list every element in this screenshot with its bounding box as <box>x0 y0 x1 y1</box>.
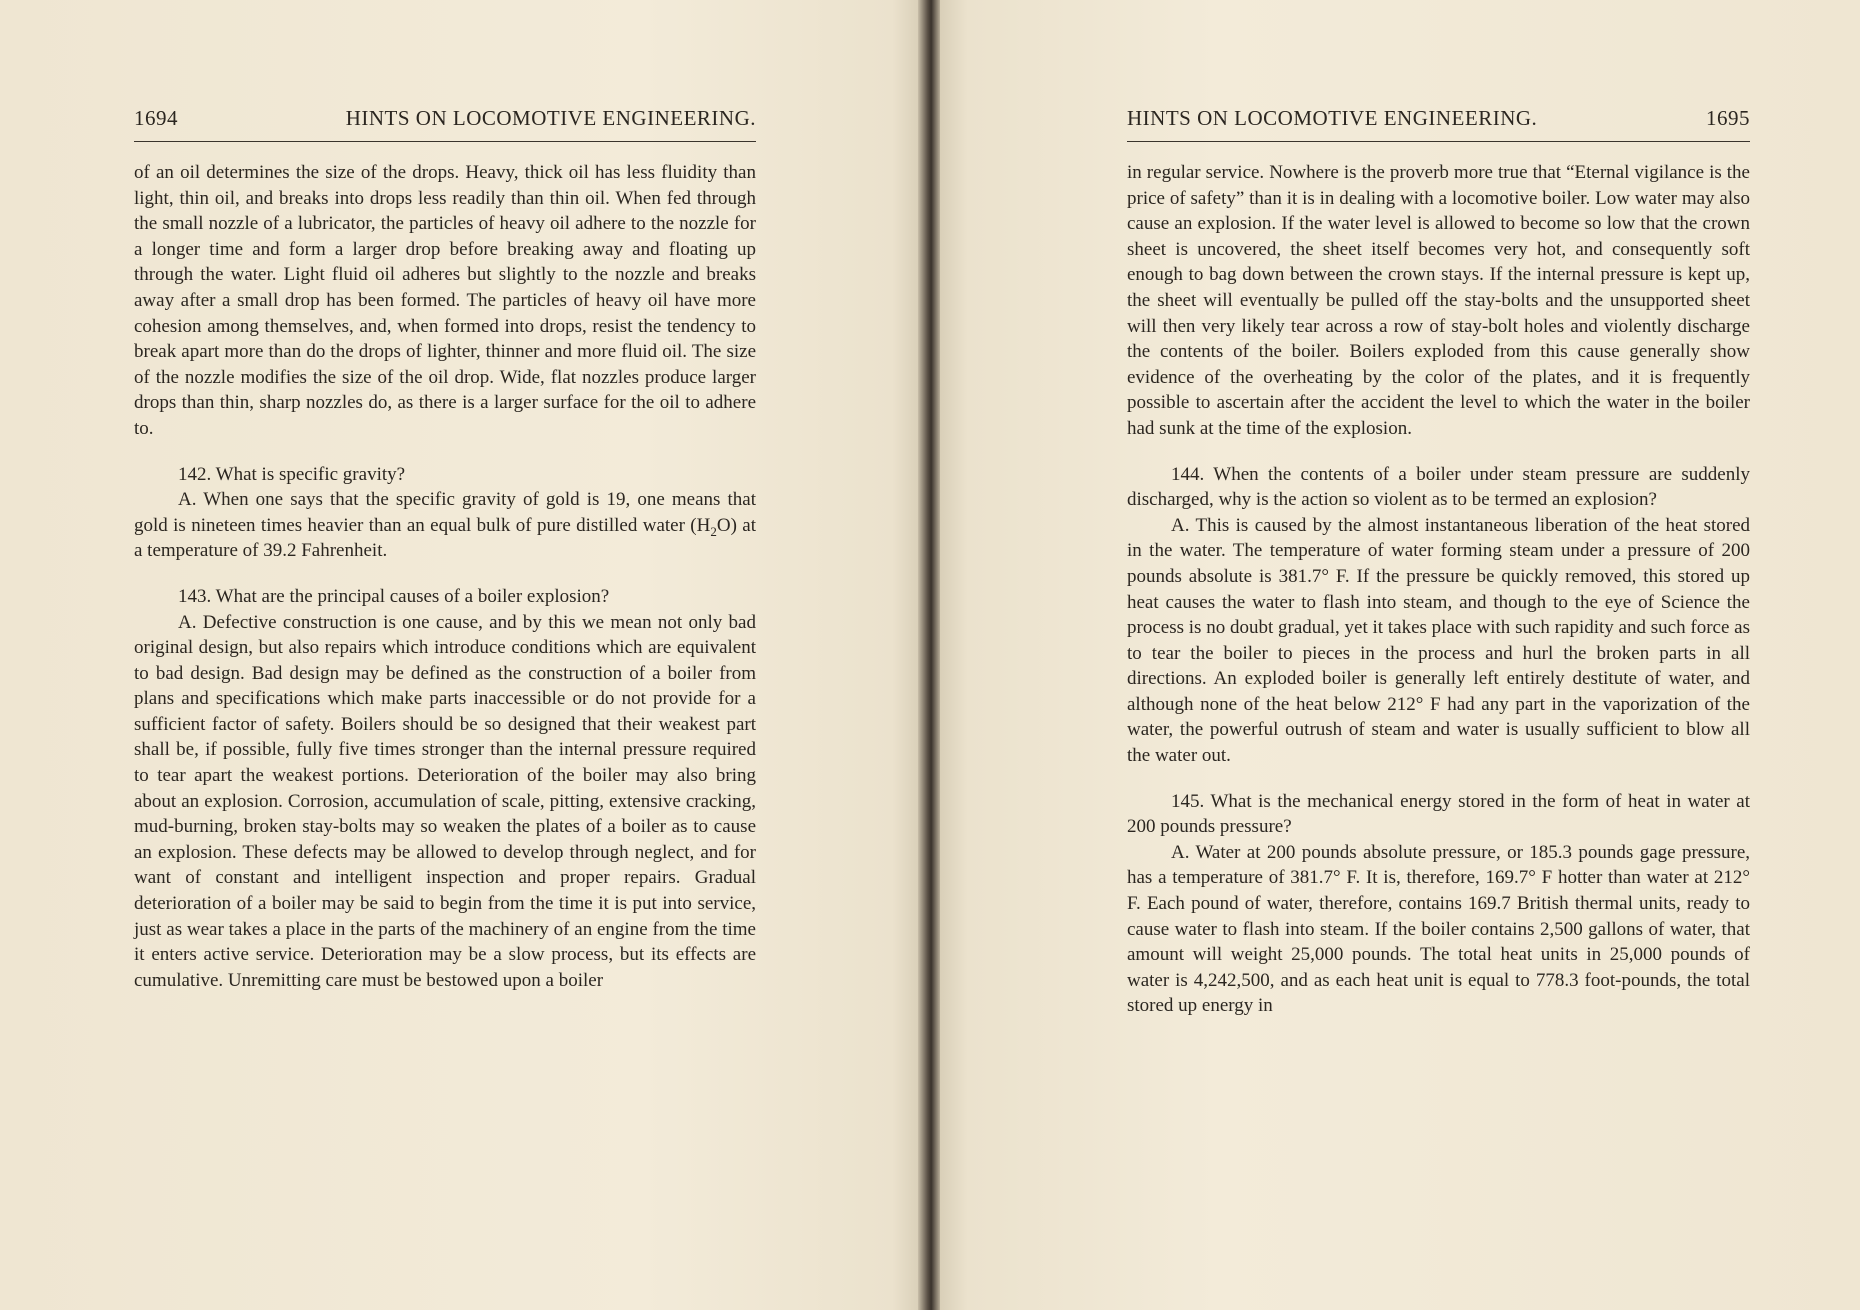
right-header-rule <box>1127 141 1750 142</box>
answer-142-subscript: 2 <box>710 523 717 539</box>
right-page-number: 1695 <box>1706 106 1750 130</box>
question-145: 145. What is the mechanical energy stored in the form of heat in water at 200 pounds pressure? <box>1127 790 1750 838</box>
left-running-header <box>134 106 756 136</box>
book-gutter <box>918 0 942 1310</box>
right-running-head-title: HINTS ON LOCOMOTIVE ENGINEERING. <box>1127 106 1538 130</box>
right-body-text <box>1127 160 1750 1019</box>
paragraph-continued: in regular service. Nowhere is the proverb more true that “Eternal vigilance is the price of safety” than it is in dealing with a locomotive boiler. Low water may also cause an explosion. If the water level is allowed to become so low that the crown sheet is uncovered, the sheet itself becomes very hot, and consequently soft enough to bag down between the crown stays. If the internal pressure is kept up, the sheet will eventually be pulled off the stay-bolts and the unsupported sheet will then very likely tear across a row of stay-bolt holes and violently discharge the contents of the boiler. Boilers exploded from this cause generally show evidence of the overheating by the color of the plates, and it is frequently possible to ascertain after the accident the level to which the water in the boiler had sunk at the time of the explosion. <box>1127 162 1750 439</box>
answer-142-text-b: O) at a temperature of 39.2 Fahrenheit. <box>134 514 756 562</box>
answer-144: A. This is caused by the almost instantaneous liberation of the heat stored in the water. The temperature of water forming steam under a pressure of 200 pounds absolute is 381.7° F. If the pressure be quickly removed, this stored up heat causes the water to flash into steam, and though to the eye of Science the process is no doubt gradual, yet it takes place with such rapidity and such force as to tear the boiler to pieces in the process and hurl the broken parts in all directions. An exploded boiler is generally left entirely destitute of water, and although none of the heat below 212° F had any part in the vaporization of the water, the powerful outrush of steam and water is usually sufficient to blow all the water out. <box>1127 514 1750 767</box>
left-page-number: 1694 <box>134 106 178 130</box>
left-page <box>0 0 920 1310</box>
right-running-header <box>1127 106 1750 136</box>
right-page <box>940 0 1860 1310</box>
question-143: 143. What are the principal causes of a boiler explosion? <box>178 585 610 607</box>
left-header-rule <box>134 141 756 142</box>
answer-142-text-a: A. When one says that the specific gravity of gold is 19, one means that gold is nineteen times heavier than an equal bulk of pure distilled water (H <box>134 489 756 536</box>
answer-142 <box>134 487 756 564</box>
paragraph-oil-drops: of an oil determines the size of the drops. Heavy, thick oil has less fluidity than light, thin oil, and breaks into drops less readily than thin oil. When fed through the small nozzle of a lubricator, the particles of heavy oil adhere to the nozzle for a longer time and form a larger drop before breaking away and floating up through the water. Light fluid oil adheres but slightly to the nozzle and breaks away after a small drop has been formed. The particles of heavy oil have more cohesion among themselves, and, when formed into drops, resist the tendency to break apart more than do the drops of lighter, thinner and more fluid oil. The size of the nozzle modifies the size of the oil drop. Wide, flat nozzles produce larger drops than thin, sharp nozzles do, as there is a larger surface for the oil to adhere to. <box>134 162 756 439</box>
left-running-head-title: HINTS ON LOCOMOTIVE ENGINEERING. <box>345 106 756 130</box>
answer-145: A. Water at 200 pounds absolute pressure, or 185.3 pounds gage pressure, has a temperature of 381.7° F. It is, therefore, 169.7° F hotter than water at 212° F. Each pound of water, therefore, contains 169.7 British thermal units, ready to cause water to flash into steam. If the boiler contains 2,500 gallons of water, that amount will weight 25,000 pounds. The total heat units in 25,000 pounds of water is 4,242,500, and as each heat unit is equal to 778.3 foot-pounds, the total stored up energy in <box>1127 841 1750 1017</box>
answer-143: A. Defective construction is one cause, and by this we mean not only bad original design, but also repairs which introduce conditions which are equivalent to bad design. Bad design may be defined as the construction of a boiler from plans and specifications which make parts inaccessible or do not provide for a sufficient factor of safety. Boilers should be so designed that their weakest part shall be, if possible, fully five times stronger than the internal pressure required to tear apart the weakest portions. Deterioration of the boiler may also bring about an explosion. Corrosion, accumulation of scale, pitting, extensive cracking, mud-burning, broken stay-bolts may so weaken the plates of a boiler as to cause an explosion. These defects may be allowed to develop through neglect, and for want of constant and intelligent inspection and proper repairs. Gradual deterioration of a boiler may be said to begin from the time it is put into service, just as wear takes a place in the parts of the machinery of an engine from the time it enters active service. Deterioration may be a slow process, but its effects are cumulative. Unremitting care must be bestowed upon a boiler <box>134 611 756 991</box>
question-142: 142. What is specific gravity? <box>178 463 406 485</box>
left-body-text <box>134 160 756 993</box>
question-144: 144. When the contents of a boiler under steam pressure are suddenly discharged, why is the action so violent as to be termed an explosion? <box>1127 463 1750 511</box>
